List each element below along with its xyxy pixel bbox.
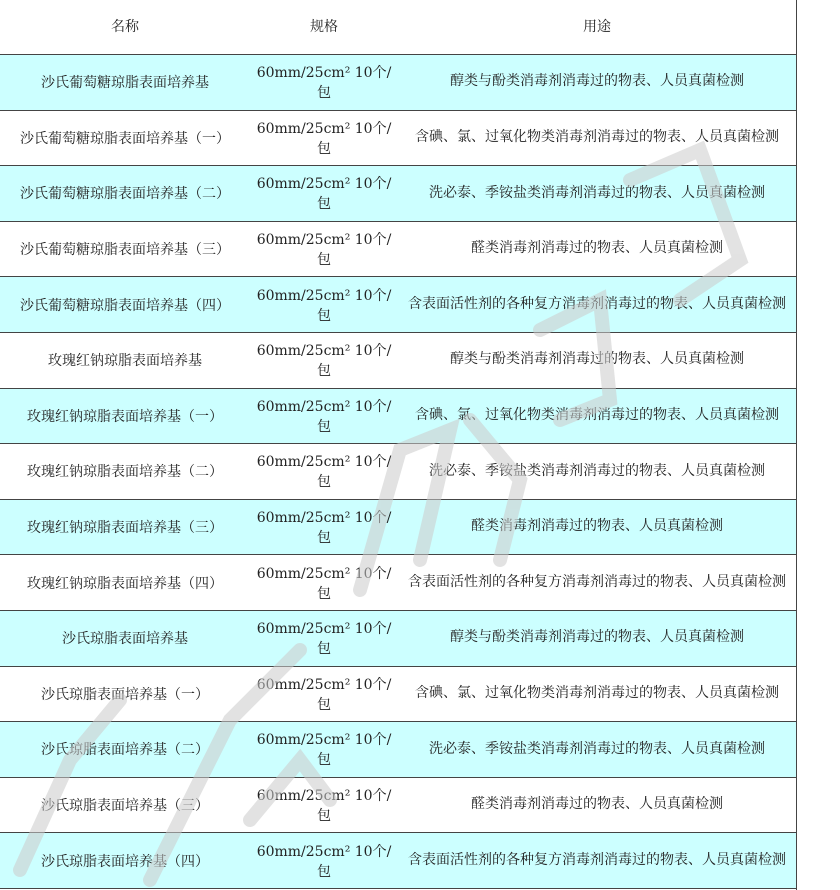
cell-name: 沙氏葡萄糖琼脂表面培养基（三） bbox=[20, 242, 230, 259]
cell-use: 醇类与酚类消毒剂消毒过的物表、人员真菌检测 bbox=[450, 629, 744, 646]
cell-use: 洗必泰、季铵盐类消毒剂消毒过的物表、人员真菌检测 bbox=[429, 184, 765, 201]
table-row bbox=[0, 722, 796, 778]
cell-name: 沙氏葡萄糖琼脂表面培养基（一） bbox=[20, 130, 230, 147]
table-row bbox=[0, 500, 796, 556]
table-row bbox=[0, 333, 796, 389]
cell-use: 含碘、氯、过氧化物类消毒剂消毒过的物表、人员真菌检测 bbox=[415, 406, 779, 423]
cell-name: 玫瑰红钠琼脂表面培养基（三） bbox=[27, 520, 223, 537]
cell-spec: 60mm/25cm² 10个/包 bbox=[256, 398, 392, 435]
table-row bbox=[0, 55, 796, 111]
cell-use: 洗必泰、季铵盐类消毒剂消毒过的物表、人员真菌检测 bbox=[429, 462, 765, 479]
cell-name: 沙氏葡萄糖琼脂表面培养基（二） bbox=[20, 186, 230, 203]
table-row bbox=[0, 667, 796, 723]
cell-spec: 60mm/25cm² 10个/包 bbox=[256, 732, 392, 769]
cell-spec: 60mm/25cm² 10个/包 bbox=[256, 232, 392, 269]
header-spec: 规格 bbox=[310, 19, 338, 35]
cell-name: 沙氏琼脂表面培养基（三） bbox=[41, 798, 209, 815]
cell-spec: 60mm/25cm² 10个/包 bbox=[256, 120, 392, 157]
cell-name: 沙氏葡萄糖琼脂表面培养基（四） bbox=[20, 297, 230, 314]
cell-spec: 60mm/25cm² 10个/包 bbox=[256, 65, 392, 102]
table-right-border bbox=[796, 0, 797, 890]
cell-spec: 60mm/25cm² 10个/包 bbox=[256, 454, 392, 491]
table-header bbox=[0, 0, 796, 55]
cell-spec: 60mm/25cm² 10个/包 bbox=[256, 788, 392, 825]
cell-spec: 60mm/25cm² 10个/包 bbox=[256, 176, 392, 213]
cell-name: 沙氏琼脂表面培养基 bbox=[62, 631, 188, 648]
table-row bbox=[0, 611, 796, 667]
cell-spec: 60mm/25cm² 10个/包 bbox=[256, 287, 392, 324]
table-row bbox=[0, 389, 796, 445]
cell-spec: 60mm/25cm² 10个/包 bbox=[256, 843, 392, 880]
cell-use: 含表面活性剂的各种复方消毒剂消毒过的物表、人员真菌检测 bbox=[408, 295, 786, 312]
cell-name: 玫瑰红钠琼脂表面培养基（四） bbox=[27, 575, 223, 592]
cell-use: 含碘、氯、过氧化物类消毒剂消毒过的物表、人员真菌检测 bbox=[415, 684, 779, 701]
cell-use: 含碘、氯、过氧化物类消毒剂消毒过的物表、人员真菌检测 bbox=[415, 128, 779, 145]
cell-use: 含表面活性剂的各种复方消毒剂消毒过的物表、人员真菌检测 bbox=[408, 573, 786, 590]
cell-spec: 60mm/25cm² 10个/包 bbox=[256, 343, 392, 380]
cell-name: 玫瑰红钠琼脂表面培养基 bbox=[48, 353, 202, 370]
cell-name: 玫瑰红钠琼脂表面培养基（一） bbox=[27, 408, 223, 425]
cell-spec: 60mm/25cm² 10个/包 bbox=[256, 510, 392, 547]
table-row bbox=[0, 166, 796, 222]
cell-use: 醇类与酚类消毒剂消毒过的物表、人员真菌检测 bbox=[450, 73, 744, 90]
header-use: 用途 bbox=[583, 19, 611, 35]
table-row bbox=[0, 778, 796, 834]
cell-spec: 60mm/25cm² 10个/包 bbox=[256, 565, 392, 602]
cell-spec: 60mm/25cm² 10个/包 bbox=[256, 676, 392, 713]
table-row bbox=[0, 277, 796, 333]
table-row bbox=[0, 111, 796, 167]
cell-use: 醇类与酚类消毒剂消毒过的物表、人员真菌检测 bbox=[450, 351, 744, 368]
cell-name: 沙氏琼脂表面培养基（四） bbox=[41, 853, 209, 870]
cell-name: 沙氏葡萄糖琼脂表面培养基 bbox=[41, 75, 209, 92]
cell-use: 醛类消毒剂消毒过的物表、人员真菌检测 bbox=[471, 240, 723, 257]
cell-spec: 60mm/25cm² 10个/包 bbox=[256, 621, 392, 658]
table-row bbox=[0, 444, 796, 500]
cell-name: 沙氏琼脂表面培养基（二） bbox=[41, 742, 209, 759]
cell-use: 醛类消毒剂消毒过的物表、人员真菌检测 bbox=[471, 796, 723, 813]
header-name: 名称 bbox=[111, 19, 139, 35]
cell-name: 玫瑰红钠琼脂表面培养基（二） bbox=[27, 464, 223, 481]
table-row bbox=[0, 555, 796, 611]
cell-name: 沙氏琼脂表面培养基（一） bbox=[41, 686, 209, 703]
cell-use: 含表面活性剂的各种复方消毒剂消毒过的物表、人员真菌检测 bbox=[408, 851, 786, 868]
table-row bbox=[0, 833, 796, 889]
table-row bbox=[0, 222, 796, 278]
cell-use: 醛类消毒剂消毒过的物表、人员真菌检测 bbox=[471, 518, 723, 535]
cell-use: 洗必泰、季铵盐类消毒剂消毒过的物表、人员真菌检测 bbox=[429, 740, 765, 757]
table-body bbox=[0, 55, 796, 889]
